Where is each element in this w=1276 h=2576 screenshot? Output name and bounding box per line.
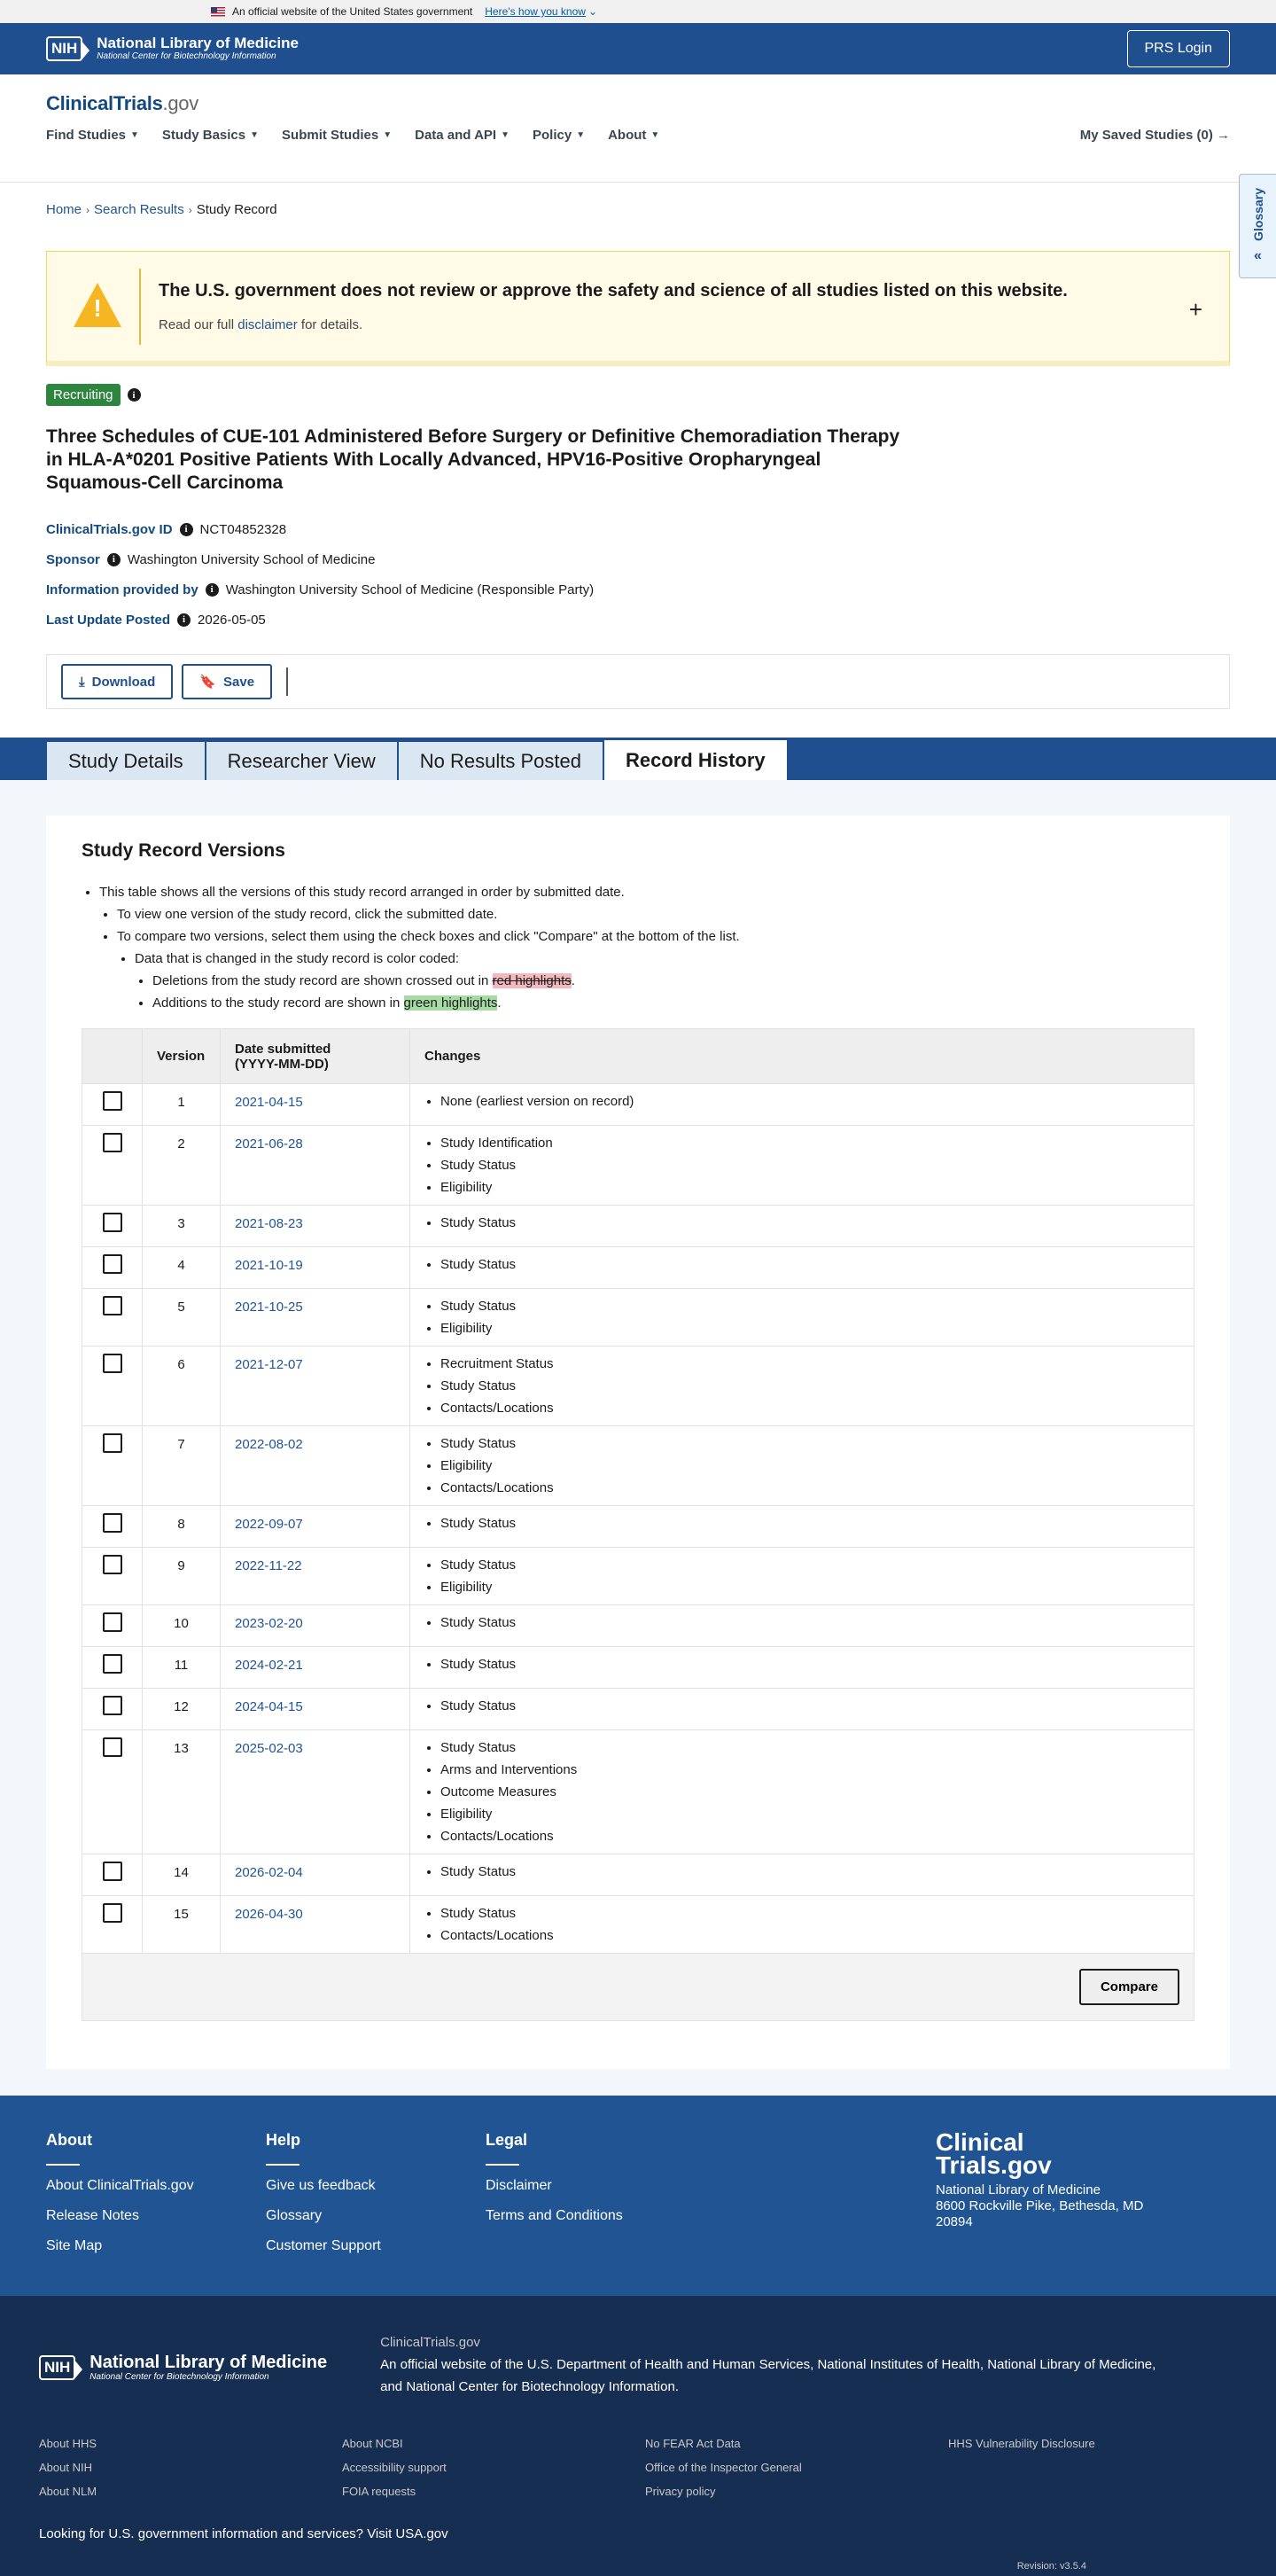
footer-link[interactable]: Privacy policy: [645, 2485, 716, 2498]
footer-link[interactable]: Release Notes: [46, 2208, 139, 2223]
nav-about[interactable]: [608, 128, 659, 143]
nav-label: Data and API: [415, 128, 497, 143]
status-badge: Recruiting: [46, 384, 121, 406]
row-checkbox-cell: [82, 1347, 143, 1426]
versions-title: Study Record Versions: [82, 840, 285, 861]
version-date-link[interactable]: 2021-10-19: [235, 1258, 303, 1273]
version-checkbox[interactable]: [103, 1737, 122, 1757]
version-number: 14: [143, 1854, 221, 1896]
table-row: [82, 1084, 1194, 1126]
nih-logo-box: NIH: [39, 2355, 75, 2380]
footer-heading: Help: [266, 2131, 301, 2149]
header-date-line1: Date submitted: [235, 1041, 331, 1057]
header-date-line2: (YYYY-MM-DD): [235, 1056, 329, 1072]
date-cell: [221, 1289, 410, 1347]
table-row: [82, 1548, 1194, 1605]
date-cell: [221, 1084, 410, 1126]
change-item: • Study Status: [440, 1554, 1179, 1576]
table-row: [82, 1605, 1194, 1647]
footer-bottom: [0, 2296, 1276, 2576]
warning-icon: !: [74, 283, 121, 331]
version-date-link[interactable]: 2022-09-07: [235, 1517, 303, 1532]
footer-link[interactable]: Site Map: [46, 2238, 103, 2253]
date-cell: [221, 1347, 410, 1426]
desc-text: To compare two versions, select them using the check boxes and click "Compare" at the bottom of the list.: [117, 929, 740, 944]
versions-table: [82, 1028, 1194, 2021]
nlm-name: National Library of Medicine: [89, 2352, 328, 2372]
date-cell: [221, 1506, 410, 1548]
changes-cell: [410, 1506, 1194, 1548]
breadcrumb-current: Study Record: [196, 202, 277, 217]
version-checkbox[interactable]: [103, 1513, 122, 1533]
revision: Revision: v3.5.4: [1016, 2561, 1086, 2572]
official-pre: An official website of the: [380, 2357, 524, 2372]
version-number: 9: [143, 1548, 221, 1605]
desc-text: Deletions from the study record are shown crossed out in: [152, 973, 489, 988]
row-checkbox-cell: [82, 1689, 143, 1730]
desc-item: • Deletions from the study record are shown crossed out in red highlights.: [152, 970, 1194, 992]
version-date-link[interactable]: 2022-11-22: [235, 1558, 302, 1573]
footer-brand: [936, 2128, 1175, 2260]
version-checkbox[interactable]: [103, 1903, 122, 1923]
changes-cell: [410, 1689, 1194, 1730]
changes-cell: [410, 1647, 1194, 1689]
footer-ct-logo[interactable]: [936, 2128, 1175, 2179]
versions-card: [46, 816, 1230, 2069]
table-footer: [82, 1954, 1194, 2021]
info-icon[interactable]: i: [177, 613, 191, 627]
usa-gov-link[interactable]: Visit USA.gov: [367, 2526, 448, 2541]
footer-link[interactable]: Glossary: [266, 2208, 323, 2223]
expand-plus-icon[interactable]: +: [1188, 296, 1202, 323]
nav-submit-studies[interactable]: [282, 128, 392, 143]
version-number: 12: [143, 1689, 221, 1730]
download-label: Download: [91, 674, 156, 690]
nav-label: Submit Studies: [282, 128, 379, 143]
date-cell: [221, 1730, 410, 1854]
footer-top: [0, 2096, 1276, 2296]
download-button[interactable]: [61, 664, 173, 699]
date-cell: [221, 1605, 410, 1647]
footer-link[interactable]: Office of the Inspector General: [645, 2461, 802, 2474]
version-checkbox[interactable]: [103, 1862, 122, 1881]
version-checkbox[interactable]: [103, 1612, 122, 1632]
version-checkbox[interactable]: [103, 1654, 122, 1674]
table-row: [82, 1206, 1194, 1247]
change-item: • Eligibility: [440, 1576, 1179, 1598]
version-date-link[interactable]: 2021-04-15: [235, 1095, 303, 1110]
info-icon[interactable]: i: [180, 523, 193, 536]
table-row: [82, 1896, 1194, 1954]
table-row: [82, 1247, 1194, 1289]
footer-bottom-links: [39, 2437, 1237, 2498]
version-checkbox[interactable]: [103, 1433, 122, 1453]
save-label: Save: [223, 674, 255, 690]
change-item: • Contacts/Locations: [440, 1924, 1179, 1947]
change-item: • Study Status: [440, 1432, 1179, 1455]
green-highlight-sample: green highlights: [403, 995, 498, 1011]
row-checkbox-cell: [82, 1548, 143, 1605]
row-checkbox-cell: [82, 1289, 143, 1347]
desc-text: Additions to the study record are shown in: [152, 995, 401, 1011]
hhs-link[interactable]: U.S. Department of Health and Human Services: [526, 2357, 811, 2372]
disclaimer-link[interactable]: disclaimer: [237, 316, 298, 332]
official-site-text: ClinicalTrials.gov An official website of the U.S. Department of Health and Human Services, National Institutes of Health, National Library of Medicine, and National Center for Biotechnology Information.: [380, 2331, 1155, 2398]
footer-link[interactable]: No FEAR Act Data: [645, 2437, 741, 2450]
download-icon: ⤓: [79, 674, 85, 690]
usa-gov-line: [39, 2526, 1237, 2541]
footer-address: [936, 2182, 1175, 2230]
changes-cell: [410, 1426, 1194, 1506]
change-item: • Study Identification: [440, 1132, 1179, 1154]
table-row: [82, 1854, 1194, 1896]
nlm-name: National Library of Medicine: [97, 35, 299, 51]
nav-label: Study Basics: [161, 128, 246, 143]
desc-item: [117, 925, 1194, 1014]
footer-link[interactable]: About NCBI: [342, 2437, 403, 2450]
row-checkbox-cell: [82, 1206, 143, 1247]
ncbi-name: National Center for Biotechnology Information: [89, 2371, 269, 2382]
changes-cell: [410, 1206, 1194, 1247]
version-checkbox[interactable]: [103, 1254, 122, 1274]
nih-link[interactable]: National Institutes of Health: [817, 2357, 980, 2372]
change-item: • Study Status: [440, 1512, 1179, 1534]
table-row: [82, 1689, 1194, 1730]
nlm-footer-logo[interactable]: [39, 2337, 327, 2398]
arrow-right-icon: →: [1217, 128, 1230, 143]
desc-text: Data that is changed in the study record is color coded:: [135, 951, 460, 966]
change-item: • Study Status: [440, 1902, 1179, 1924]
row-checkbox-cell: [82, 1896, 143, 1954]
site-header: [0, 74, 1276, 183]
version-number: 10: [143, 1605, 221, 1647]
change-item: • Eligibility: [440, 1176, 1179, 1198]
sponsor-label: Sponsor: [46, 551, 100, 567]
version-number: 6: [143, 1347, 221, 1426]
table-row: [82, 1347, 1194, 1426]
date-cell: [221, 1206, 410, 1247]
change-item: • Contacts/Locations: [440, 1397, 1179, 1419]
date-cell: [221, 1548, 410, 1605]
ncbi-link[interactable]: National Center for Biotechnology Information: [406, 2379, 675, 2394]
version-date-link[interactable]: 2023-02-20: [235, 1616, 303, 1631]
site-label: ClinicalTrials.gov: [380, 2335, 480, 2350]
usa-pre: Looking for U.S. government information and services?: [39, 2526, 364, 2541]
compare-button[interactable]: Compare: [1079, 1969, 1179, 2005]
nav-policy[interactable]: [533, 128, 585, 143]
version-date-link[interactable]: 2025-02-03: [235, 1741, 303, 1756]
nih-logo-box: NIH: [46, 36, 82, 61]
change-item: • Eligibility: [440, 1803, 1179, 1825]
info-icon[interactable]: i: [107, 553, 121, 566]
chevron-down-icon: ▼: [130, 130, 139, 140]
version-date-link[interactable]: 2021-06-28: [235, 1136, 303, 1151]
footer-legal: [486, 2131, 705, 2260]
change-item: • Study Status: [440, 1295, 1179, 1317]
how-you-know-link[interactable]: Here's how you know ⌄: [485, 5, 597, 18]
change-item: • Recruitment Status: [440, 1353, 1179, 1375]
version-number: 1: [143, 1084, 221, 1126]
info-icon[interactable]: i: [128, 388, 141, 402]
double-chevron-left-icon: «: [1254, 247, 1262, 263]
version-number: 3: [143, 1206, 221, 1247]
tab-researcher-view[interactable]: Researcher View: [206, 741, 398, 780]
breadcrumb-separator-icon: ›: [86, 204, 90, 216]
footer-link[interactable]: About ClinicalTrials.gov: [46, 2178, 194, 2193]
changes-cell: [410, 1084, 1194, 1126]
change-item: • Arms and Interventions: [440, 1759, 1179, 1781]
table-row: [82, 1426, 1194, 1506]
version-date-link[interactable]: 2021-08-23: [235, 1216, 303, 1231]
change-item: • Outcome Measures: [440, 1781, 1179, 1803]
date-cell: [221, 1896, 410, 1954]
nav-label: Policy: [533, 128, 572, 143]
footer-heading: About: [46, 2131, 92, 2149]
org-name: National Library of Medicine: [936, 2182, 1101, 2197]
gov-banner: [0, 0, 1276, 23]
version-number: 5: [143, 1289, 221, 1347]
version-date-link[interactable]: 2024-04-15: [235, 1699, 303, 1714]
version-date-link[interactable]: 2026-02-04: [235, 1865, 303, 1880]
study-meta: [0, 514, 1276, 635]
logo-line: Clinical: [936, 2128, 1024, 2156]
tab-no-results-posted[interactable]: No Results Posted: [398, 741, 603, 780]
version-checkbox[interactable]: [103, 1213, 122, 1232]
desc-item: • To view one version of the study record, click the submitted date.: [117, 903, 1194, 925]
nih-header: [0, 23, 1276, 74]
last-update-label: Last Update Posted: [46, 612, 171, 628]
breadcrumb: [0, 202, 1276, 217]
version-number: 7: [143, 1426, 221, 1506]
table-row: [82, 1647, 1194, 1689]
info-icon[interactable]: i: [206, 583, 219, 597]
row-checkbox-cell: [82, 1126, 143, 1206]
disclaimer-post: for details.: [300, 316, 363, 332]
disclaimer-pre: Read our full: [159, 316, 235, 332]
change-item: • Study Status: [440, 1253, 1179, 1276]
version-date-link[interactable]: 2021-10-25: [235, 1300, 303, 1315]
change-item: • Eligibility: [440, 1317, 1179, 1339]
id-label: ClinicalTrials.gov ID: [46, 521, 173, 537]
row-checkbox-cell: [82, 1854, 143, 1896]
nav-data-api[interactable]: [415, 128, 510, 143]
glossary-tab[interactable]: [1239, 174, 1276, 278]
chevron-down-icon: ▼: [501, 130, 510, 140]
footer-link[interactable]: Terms and Conditions: [486, 2208, 623, 2223]
version-checkbox[interactable]: [103, 1354, 122, 1373]
footer-link[interactable]: HHS Vulnerability Disclosure: [948, 2437, 1095, 2450]
row-checkbox-cell: [82, 1506, 143, 1548]
change-item: • Study Status: [440, 1861, 1179, 1883]
gov-banner-text: An official website of the United States government: [232, 5, 473, 18]
change-item: • Contacts/Locations: [440, 1825, 1179, 1847]
breadcrumb-home[interactable]: Home: [46, 202, 82, 217]
changes-cell: [410, 1854, 1194, 1896]
changes-cell: [410, 1730, 1194, 1854]
change-item: • None (earliest version on record): [440, 1090, 1179, 1112]
chevron-down-icon: ▼: [576, 130, 586, 140]
version-checkbox[interactable]: [103, 1696, 122, 1715]
version-number: 15: [143, 1896, 221, 1954]
row-checkbox-cell: [82, 1084, 143, 1126]
save-button[interactable]: [182, 664, 272, 699]
ncbi-name: National Center for Biotechnology Information: [97, 51, 276, 61]
main-nav: [46, 128, 1230, 143]
change-item: • Study Status: [440, 1695, 1179, 1717]
desc-item: [135, 948, 1194, 1014]
date-cell: [221, 1854, 410, 1896]
date-cell: [221, 1647, 410, 1689]
disclaimer-alert: [46, 251, 1230, 366]
footer-link[interactable]: Accessibility support: [342, 2461, 447, 2474]
footer-link[interactable]: About NIH: [39, 2461, 92, 2474]
glossary-label: Glossary: [1250, 188, 1265, 241]
info-provided-label: Information provided by: [46, 582, 198, 597]
footer-link[interactable]: FOIA requests: [342, 2485, 416, 2498]
and-text: and: [380, 2379, 403, 2394]
tab-study-details[interactable]: Study Details: [46, 741, 206, 780]
red-highlight-sample: red highlights: [492, 973, 572, 988]
nlm-logo[interactable]: [46, 35, 299, 62]
version-date-link[interactable]: 2026-04-30: [235, 1907, 303, 1922]
version-date-link[interactable]: 2024-02-21: [235, 1658, 303, 1673]
change-item: • Study Status: [440, 1653, 1179, 1675]
footer-heading: Legal: [486, 2131, 528, 2149]
changes-cell: [410, 1605, 1194, 1647]
versions-description: [82, 881, 1194, 1014]
row-checkbox-cell: [82, 1647, 143, 1689]
logo-line: Trials.gov: [936, 2151, 1052, 2179]
change-item: • Study Status: [440, 1737, 1179, 1759]
version-number: 11: [143, 1647, 221, 1689]
change-item: • Study Status: [440, 1212, 1179, 1234]
chevron-down-icon: ▼: [383, 130, 393, 140]
row-checkbox-cell: [82, 1730, 143, 1854]
footer-about: [46, 2131, 266, 2260]
study-title: Three Schedules of CUE-101 Administered Before Surgery or Definitive Chemoradiation Therapy in HLA-A*0201 Positive Patients With Locally Advanced, HPV16-Positive Oropharyngeal Squamous-Cell Carcinoma: [46, 426, 900, 493]
logo-main: ClinicalTrials: [46, 92, 163, 114]
footer-link[interactable]: Customer Support: [266, 2238, 381, 2253]
study-tabs: [0, 738, 1276, 780]
bookmark-icon: 🔖: [199, 675, 216, 690]
date-cell: [221, 1247, 410, 1289]
change-item: • Study Status: [440, 1375, 1179, 1397]
nav-study-basics[interactable]: [162, 128, 259, 143]
version-checkbox[interactable]: [103, 1296, 122, 1315]
version-checkbox[interactable]: [103, 1555, 122, 1574]
header-version: Version: [143, 1029, 221, 1084]
nav-label: About: [608, 128, 647, 143]
change-item: • Eligibility: [440, 1455, 1179, 1477]
header-date: [221, 1029, 410, 1084]
change-item: • Contacts/Locations: [440, 1477, 1179, 1499]
version-number: 13: [143, 1730, 221, 1854]
version-date-link[interactable]: 2022-08-02: [235, 1437, 303, 1452]
nav-find-studies[interactable]: [46, 128, 139, 143]
last-update-value: 2026-05-05: [198, 612, 266, 628]
my-saved-studies-link[interactable]: [1080, 128, 1230, 143]
prs-login-button[interactable]: PRS Login: [1127, 30, 1231, 67]
changes-cell: [410, 1347, 1194, 1426]
logo-suffix: .gov: [162, 92, 198, 114]
changes-cell: [410, 1548, 1194, 1605]
nct-id: NCT04852328: [199, 521, 287, 537]
header-checkbox-col: [82, 1029, 143, 1084]
header-changes: Changes: [410, 1029, 1194, 1084]
changes-cell: [410, 1126, 1194, 1206]
sponsor-value: Washington University School of Medicine: [127, 551, 376, 567]
breadcrumb-separator-icon: ›: [188, 204, 192, 216]
clinicaltrials-logo[interactable]: [46, 92, 1230, 115]
row-checkbox-cell: [82, 1605, 143, 1647]
table-row: [82, 1289, 1194, 1347]
nlm-link[interactable]: National Library of Medicine: [987, 2357, 1153, 2372]
nav-label: Find Studies: [46, 128, 126, 143]
disclaimer-heading: The U.S. government does not review or approve the safety and science of all studies listed on this website.: [159, 280, 1068, 301]
version-checkbox[interactable]: [103, 1133, 122, 1152]
study-actions: [46, 654, 1230, 709]
version-number: 8: [143, 1506, 221, 1548]
footer-link[interactable]: Disclaimer: [486, 2178, 552, 2193]
version-number: 2: [143, 1126, 221, 1206]
table-row: [82, 1126, 1194, 1206]
date-cell: [221, 1426, 410, 1506]
version-number: 4: [143, 1247, 221, 1289]
change-item: • Study Status: [440, 1612, 1179, 1634]
changes-cell: [410, 1247, 1194, 1289]
us-flag-icon: [211, 7, 225, 17]
change-item: • Study Status: [440, 1154, 1179, 1176]
changes-cell: [410, 1896, 1194, 1954]
row-checkbox-cell: [82, 1426, 143, 1506]
breadcrumb-search-results[interactable]: Search Results: [94, 202, 184, 217]
footer-help: [266, 2131, 486, 2260]
version-checkbox[interactable]: [103, 1091, 122, 1111]
desc-text: This table shows all the versions of this study record arranged in order by submitted date.: [99, 885, 625, 900]
date-cell: [221, 1689, 410, 1730]
address: 8600 Rockville Pike, Bethesda, MD 20894: [936, 2198, 1144, 2229]
row-checkbox-cell: [82, 1247, 143, 1289]
footer-link[interactable]: About NLM: [39, 2485, 97, 2498]
footer-link[interactable]: About HHS: [39, 2437, 97, 2450]
table-row: [82, 1730, 1194, 1854]
chevron-down-icon: ▼: [250, 130, 260, 140]
tab-record-history[interactable]: Record History: [603, 739, 788, 780]
date-cell: [221, 1126, 410, 1206]
desc-item: • Additions to the study record are shown in green highlights.: [152, 992, 1194, 1014]
record-history-panel: [0, 780, 1276, 2096]
version-date-link[interactable]: 2021-12-07: [235, 1357, 303, 1372]
table-row: [82, 1506, 1194, 1548]
info-provided-value: Washington University School of Medicine (Responsible Party): [225, 582, 595, 597]
saved-label: My Saved Studies (0): [1079, 128, 1213, 143]
desc-item: [99, 881, 1194, 1014]
chevron-down-icon: ▼: [650, 130, 660, 140]
changes-cell: [410, 1289, 1194, 1347]
footer-link[interactable]: Give us feedback: [266, 2178, 376, 2193]
